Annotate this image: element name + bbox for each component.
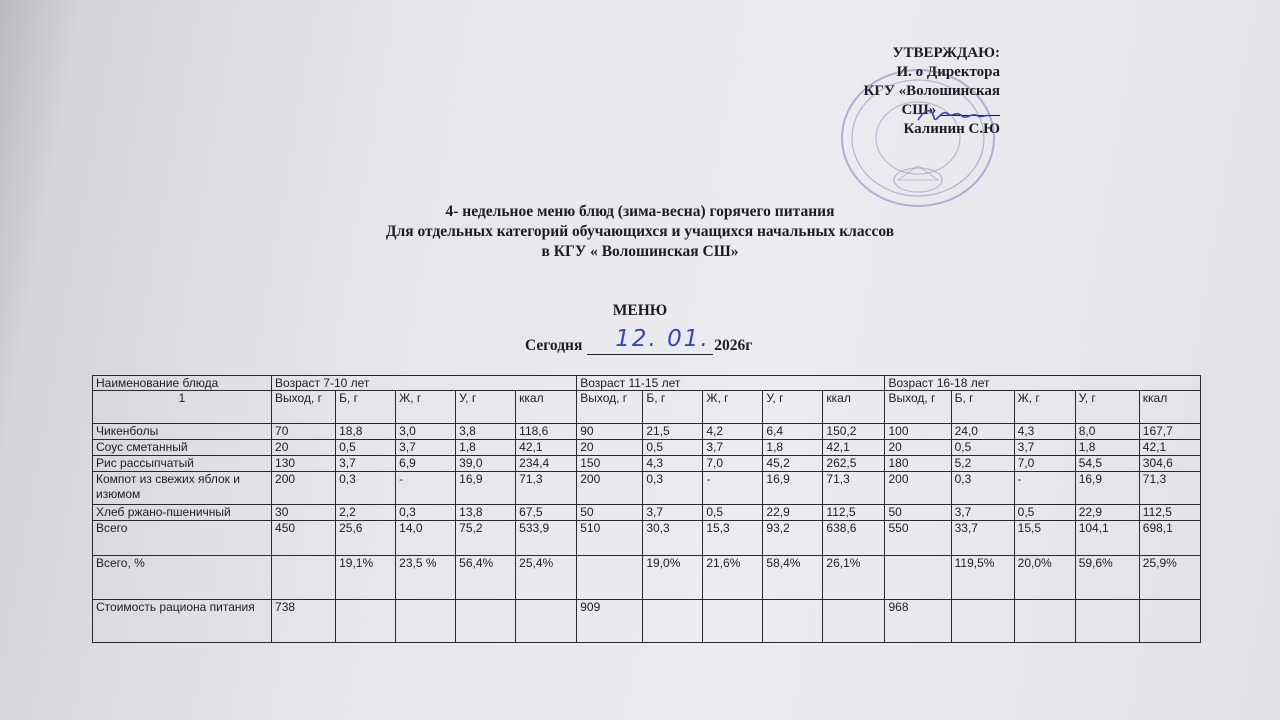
value-cell: 3,7	[336, 456, 396, 472]
value-cell: 118,6	[516, 424, 577, 440]
value-cell: 510	[577, 521, 643, 556]
value-cell	[951, 600, 1014, 643]
value-cell: 5,2	[951, 456, 1014, 472]
dish-name-cell: Всего	[93, 521, 272, 556]
value-cell: 21,5	[643, 424, 703, 440]
value-cell: -	[1014, 472, 1075, 505]
value-cell: 968	[885, 600, 951, 643]
value-cell: 15,5	[1014, 521, 1075, 556]
table-row	[93, 505, 1201, 521]
value-cell: 4,2	[703, 424, 763, 440]
handwritten-signature	[912, 104, 992, 126]
value-cell: 59,6%	[1075, 556, 1139, 600]
value-cell: -	[703, 472, 763, 505]
table-row	[93, 521, 1201, 556]
value-cell: 550	[885, 521, 951, 556]
value-cell: 67,5	[516, 505, 577, 521]
value-cell: 45,2	[763, 456, 823, 472]
value-cell	[577, 556, 643, 600]
header-number: 1	[93, 391, 272, 424]
value-cell: 18,8	[336, 424, 396, 440]
heading-line: Для отдельных категорий обучающихся и учащихся начальных классов	[385, 223, 895, 240]
table-subheader-row	[93, 391, 1201, 424]
value-cell: 234,4	[516, 456, 577, 472]
value-cell: 13,8	[456, 505, 516, 521]
value-cell: 22,9	[763, 505, 823, 521]
header-subcol: Выход, г	[885, 391, 951, 424]
value-cell: 42,1	[1139, 440, 1200, 456]
value-cell: 0,3	[336, 472, 396, 505]
value-cell: 638,6	[823, 521, 885, 556]
header-subcol: Ж, г	[396, 391, 456, 424]
approval-line: УТВЕРЖДАЮ:	[892, 45, 1000, 61]
table-header-row	[93, 376, 1201, 391]
value-cell: 75,2	[456, 521, 516, 556]
value-cell: 50	[885, 505, 951, 521]
value-cell: 19,0%	[643, 556, 703, 600]
value-cell: 14,0	[396, 521, 456, 556]
value-cell: 130	[272, 456, 336, 472]
header-age-group: Возраст 11-15 лет	[577, 376, 885, 391]
menu-title: МЕНЮ	[612, 302, 668, 319]
header-subcol: Ж, г	[1014, 391, 1075, 424]
date-prefix: Сегодня	[525, 337, 583, 354]
value-cell	[643, 600, 703, 643]
value-cell: 20,0%	[1014, 556, 1075, 600]
value-cell: 180	[885, 456, 951, 472]
value-cell: 20	[272, 440, 336, 456]
heading-line: в КГУ « Волошинская СШ»	[541, 243, 739, 260]
dish-name-cell: Стоимость рациона питания	[93, 600, 272, 643]
value-cell: 42,1	[823, 440, 885, 456]
value-cell	[336, 600, 396, 643]
dish-name-cell: Рис рассыпчатый	[93, 456, 272, 472]
table-row	[93, 456, 1201, 472]
value-cell: 70	[272, 424, 336, 440]
value-cell: 90	[577, 424, 643, 440]
table-row	[93, 440, 1201, 456]
table-row	[93, 472, 1201, 505]
value-cell: 304,6	[1139, 456, 1200, 472]
value-cell: 200	[272, 472, 336, 505]
date-blank	[587, 326, 713, 355]
header-age-group: Возраст 16-18 лет	[885, 376, 1201, 391]
value-cell: 21,6%	[703, 556, 763, 600]
value-cell: 24,0	[951, 424, 1014, 440]
value-cell: 26,1%	[823, 556, 885, 600]
table-row	[93, 556, 1201, 600]
header-subcol: Б, г	[336, 391, 396, 424]
value-cell: 1,8	[456, 440, 516, 456]
value-cell: 2,2	[336, 505, 396, 521]
value-cell: 3,7	[1014, 440, 1075, 456]
value-cell: 450	[272, 521, 336, 556]
value-cell: 50	[577, 505, 643, 521]
value-cell: 0,5	[1014, 505, 1075, 521]
value-cell: 16,9	[763, 472, 823, 505]
approval-line: И. о Директора	[896, 64, 1000, 80]
value-cell: 104,1	[1075, 521, 1139, 556]
value-cell: 93,2	[763, 521, 823, 556]
value-cell: 25,6	[336, 521, 396, 556]
value-cell: 4,3	[643, 456, 703, 472]
table-row	[93, 600, 1201, 643]
value-cell	[456, 600, 516, 643]
menu-table	[92, 375, 1201, 643]
value-cell	[1139, 600, 1200, 643]
value-cell: 30,3	[643, 521, 703, 556]
value-cell: 16,9	[1075, 472, 1139, 505]
header-subcol: У, г	[763, 391, 823, 424]
value-cell: 39,0	[456, 456, 516, 472]
dish-name-cell: Компот из свежих яблок и изюмом	[93, 472, 272, 505]
dish-name-cell: Всего, %	[93, 556, 272, 600]
value-cell: 71,3	[823, 472, 885, 505]
dish-name-cell: Чикенболы	[93, 424, 272, 440]
value-cell: 738	[272, 600, 336, 643]
approval-line: КГУ «Волошинская	[863, 83, 1000, 99]
value-cell: 112,5	[1139, 505, 1200, 521]
value-cell: 909	[577, 600, 643, 643]
header-subcol: ккал	[1139, 391, 1200, 424]
header-subcol: Б, г	[643, 391, 703, 424]
value-cell: 0,3	[643, 472, 703, 505]
value-cell: 119,5%	[951, 556, 1014, 600]
value-cell: 3,7	[643, 505, 703, 521]
value-cell: 0,5	[336, 440, 396, 456]
value-cell	[763, 600, 823, 643]
value-cell: 54,5	[1075, 456, 1139, 472]
value-cell: 0,5	[703, 505, 763, 521]
value-cell: 25,9%	[1139, 556, 1200, 600]
heading-line: 4- недельное меню блюд (зима-весна) горячего питания	[445, 203, 835, 220]
value-cell: 533,9	[516, 521, 577, 556]
approval-line: СШ» ________	[901, 102, 1000, 118]
date-line	[525, 326, 753, 355]
value-cell: 6,9	[396, 456, 456, 472]
value-cell: 7,0	[1014, 456, 1075, 472]
value-cell: 42,1	[516, 440, 577, 456]
value-cell: 23,5 %	[396, 556, 456, 600]
value-cell: 262,5	[823, 456, 885, 472]
value-cell: 150	[577, 456, 643, 472]
value-cell: 0,5	[643, 440, 703, 456]
table-row	[93, 424, 1201, 440]
dish-name-cell: Хлеб ржано-пшеничный	[93, 505, 272, 521]
value-cell: 112,5	[823, 505, 885, 521]
value-cell: 100	[885, 424, 951, 440]
value-cell: 58,4%	[763, 556, 823, 600]
value-cell: 8,0	[1075, 424, 1139, 440]
value-cell	[1014, 600, 1075, 643]
header-subcol: Б, г	[951, 391, 1014, 424]
value-cell: 7,0	[703, 456, 763, 472]
header-subcol: У, г	[456, 391, 516, 424]
value-cell: 15,3	[703, 521, 763, 556]
header-dish-name: Наименование блюда	[93, 376, 272, 391]
value-cell: 33,7	[951, 521, 1014, 556]
value-cell	[272, 556, 336, 600]
value-cell: 150,2	[823, 424, 885, 440]
value-cell: 1,8	[1075, 440, 1139, 456]
value-cell: 25,4%	[516, 556, 577, 600]
value-cell: -	[396, 472, 456, 505]
value-cell: 6,4	[763, 424, 823, 440]
value-cell: 1,8	[763, 440, 823, 456]
value-cell: 3,0	[396, 424, 456, 440]
header-age-group: Возраст 7-10 лет	[272, 376, 577, 391]
document-heading	[250, 202, 1030, 262]
value-cell: 0,3	[951, 472, 1014, 505]
value-cell: 19,1%	[336, 556, 396, 600]
header-subcol: Выход, г	[272, 391, 336, 424]
handwritten-date: 12. 01.	[615, 326, 710, 352]
header-subcol: Выход, г	[577, 391, 643, 424]
value-cell: 20	[577, 440, 643, 456]
value-cell: 3,7	[396, 440, 456, 456]
header-subcol: ккал	[823, 391, 885, 424]
value-cell	[1075, 600, 1139, 643]
value-cell: 3,7	[703, 440, 763, 456]
value-cell: 56,4%	[456, 556, 516, 600]
value-cell: 0,5	[951, 440, 1014, 456]
value-cell	[703, 600, 763, 643]
value-cell	[823, 600, 885, 643]
value-cell: 3,7	[951, 505, 1014, 521]
value-cell	[885, 556, 951, 600]
value-cell: 3,8	[456, 424, 516, 440]
value-cell: 30	[272, 505, 336, 521]
value-cell: 200	[885, 472, 951, 505]
value-cell: 22,9	[1075, 505, 1139, 521]
dish-name-cell: Соус сметанный	[93, 440, 272, 456]
header-subcol: У, г	[1075, 391, 1139, 424]
value-cell: 167,7	[1139, 424, 1200, 440]
approval-line: Калинин С.Ю	[903, 121, 1000, 137]
value-cell: 20	[885, 440, 951, 456]
value-cell: 71,3	[1139, 472, 1200, 505]
value-cell	[516, 600, 577, 643]
value-cell: 0,3	[396, 505, 456, 521]
header-subcol: ккал	[516, 391, 577, 424]
value-cell: 698,1	[1139, 521, 1200, 556]
value-cell: 71,3	[516, 472, 577, 505]
date-suffix: 2026г	[714, 337, 753, 354]
value-cell: 16,9	[456, 472, 516, 505]
value-cell: 200	[577, 472, 643, 505]
value-cell	[396, 600, 456, 643]
header-subcol: Ж, г	[703, 391, 763, 424]
value-cell: 4,3	[1014, 424, 1075, 440]
